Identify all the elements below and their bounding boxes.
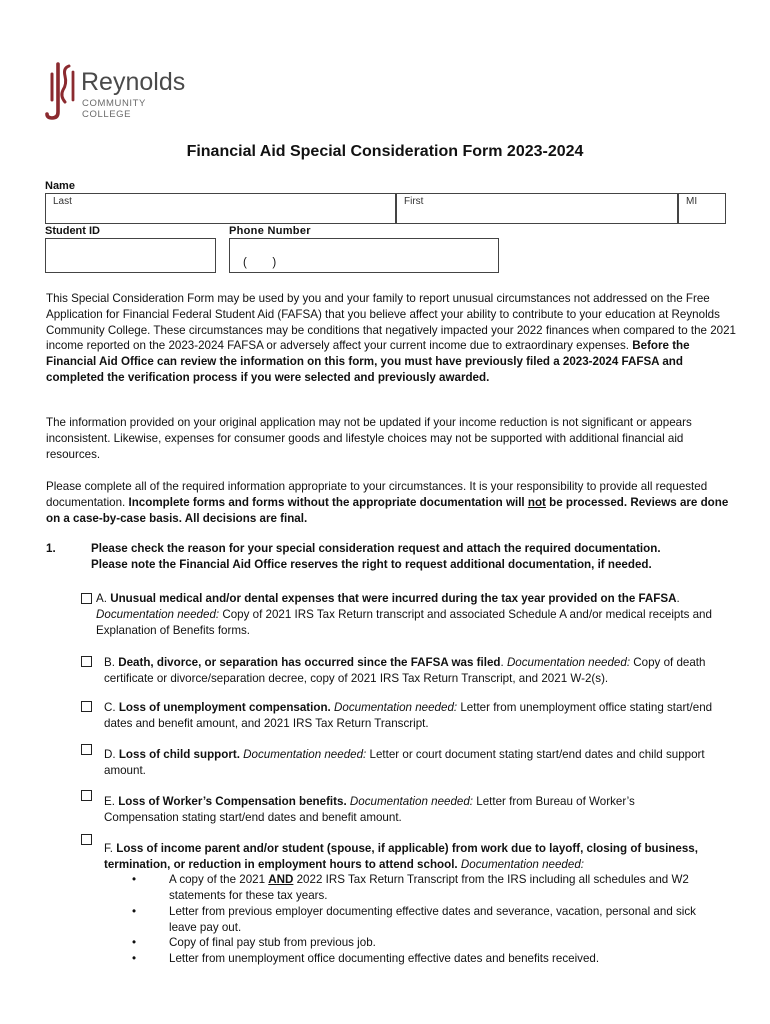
- reynolds-logo-mark-icon: [44, 60, 76, 122]
- section-instructions: Please check the reason for your special consideration request and attach the required documentation. Please note the Financial Aid Office reserves the right to request additional documentation, if needed.: [91, 542, 661, 571]
- section-number: 1.: [46, 542, 56, 555]
- option-d-checkbox[interactable]: [81, 744, 92, 755]
- bullet-icon: •: [132, 936, 137, 949]
- option-f-doc-2: Letter from previous employer documenting effective dates and severance, vacation, personal and sick leave pay out.: [169, 905, 696, 934]
- intro-paragraph-3: Please complete all of the required information appropriate to your circumstances. It is your responsibility to provide all requested documentation. Incomplete forms and forms without the appropriate documentation will not be processed. Reviews are done on a case-by-case basis. All decisions are final.: [46, 480, 729, 525]
- option-f-doc-3: Copy of final pay stub from previous job.: [169, 936, 376, 949]
- first-name-field[interactable]: [396, 193, 678, 224]
- option-f-text: F. Loss of income parent and/or student (spouse, if applicable) from work due to layoff, closing of business, termination, or reduction in employment hours to attend school. Documentation needed:: [104, 842, 698, 871]
- student-id-label: Student ID: [45, 225, 100, 237]
- option-c-checkbox[interactable]: [81, 701, 92, 712]
- option-d-text: D. Loss of child support. Documentation needed: Letter or court document stating start/end dates and child support amount.: [104, 748, 705, 777]
- mi-label: MI: [686, 196, 698, 207]
- college-logo: [44, 60, 184, 122]
- page-title: Financial Aid Special Consideration Form 2023-2024: [186, 143, 584, 160]
- phone-area-code: ( ): [243, 257, 277, 269]
- option-a-text: A. Unusual medical and/or dental expenses that were incurred during the tax year provided on the FAFSA. Documentation needed: Copy of 2021 IRS Tax Return transcript and associated Schedule A and/or medical receipts and Explanation of Benefits forms.: [96, 592, 712, 637]
- option-f-doc-4: Letter from unemployment office documenting effective dates and benefits received.: [169, 952, 600, 965]
- student-id-field[interactable]: [45, 238, 216, 273]
- option-f-doc-1: A copy of the 2021 AND 2022 IRS Tax Return Transcript from the IRS including all schedules and W2 statements for these tax years.: [169, 873, 689, 902]
- logo-subtitle: COMMUNITY COLLEGE: [82, 98, 146, 120]
- bullet-icon: •: [132, 952, 137, 965]
- intro-paragraph-1: This Special Consideration Form may be used by you and your family to report unusual circumstances not addressed on the Free Application for Financial Federal Student Aid (FAFSA) that you believe affect your ability to contribute to your education at Reynolds Community College. These circumstances may be conditions that negatively impacted your 2022 finances when compared to the 2021 income reported on the 2023-2024 FAFSA or adversely affect your current income due to extraordinary expenses. Before the Financial Aid Office can review the information on this form, you must have previously filed a 2023-2024 FAFSA and completed the verification process if you were selected and previously awarded.: [46, 292, 736, 384]
- logo-name: Reynolds: [81, 68, 186, 96]
- phone-label: Phone Number: [229, 225, 311, 237]
- option-f-checkbox[interactable]: [81, 834, 92, 845]
- option-e-text: E. Loss of Worker’s Compensation benefits. Documentation needed: Letter from Bureau of Worker’s Compensation stating start/end dates and benefit amount.: [104, 795, 635, 824]
- option-e-checkbox[interactable]: [81, 790, 92, 801]
- first-label: First: [404, 196, 424, 207]
- name-label: Name: [45, 180, 75, 192]
- option-c-text: C. Loss of unemployment compensation. Documentation needed: Letter from unemployment office stating start/end dates and benefit amount, and 2021 IRS Tax Return Transcript.: [104, 701, 713, 730]
- option-a-checkbox[interactable]: [81, 593, 92, 604]
- last-label: Last: [53, 196, 72, 207]
- bullet-icon: •: [132, 905, 137, 918]
- option-b-checkbox[interactable]: [81, 656, 92, 667]
- intro-paragraph-2: The information provided on your original application may not be updated if your income reduction is not significant or appears inconsistent. Likewise, expenses for consumer goods and lifestyle choices may not be supported with additional financial aid resources.: [46, 416, 692, 461]
- option-b-text: B. Death, divorce, or separation has occurred since the FAFSA was filed. Documentation needed: Copy of death certificate or divorce/separation decree, copy of 2021 IRS Tax Return Transcript, and 2021 W-2(s).: [104, 656, 706, 685]
- bullet-icon: •: [132, 873, 137, 886]
- last-name-field[interactable]: [45, 193, 396, 224]
